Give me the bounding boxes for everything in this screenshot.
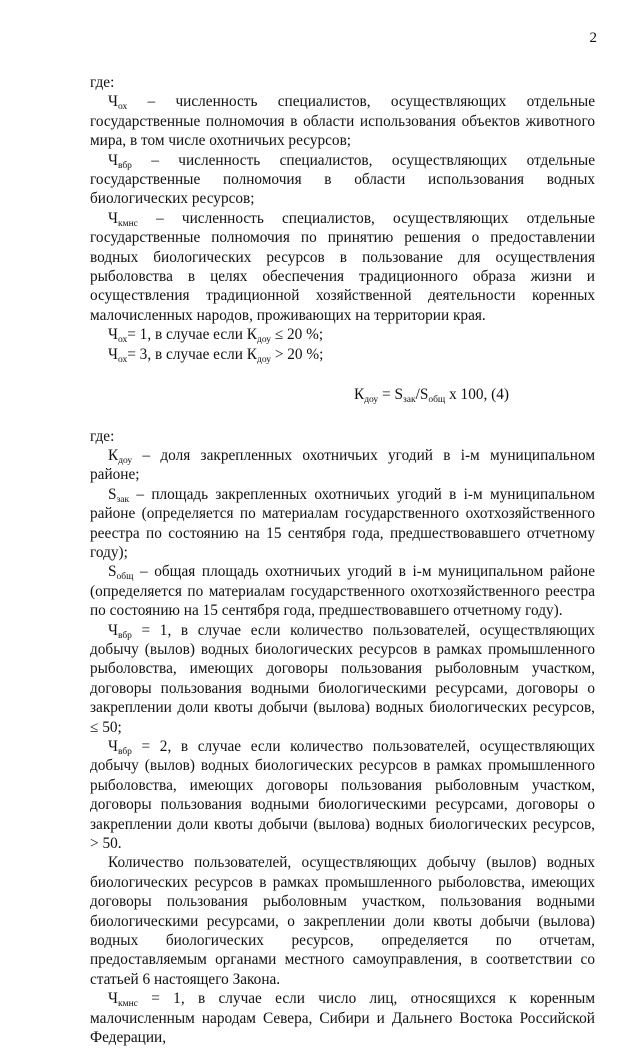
condition-ch-oh-2 <box>90 345 595 364</box>
where-label-1: где: <box>90 74 115 91</box>
formula-tail: x 100, (4) <box>449 386 509 404</box>
subscript: доу <box>257 354 271 365</box>
subscript: вбр <box>117 630 132 641</box>
condition-text: = 2, в случае если количество пользователей, осуществляющих добычу (вылов) водных биологических ресурсов в рамках промышленного рыболовства, имеющих договоры пользования рыболовным участком, договоры пользования водными биологическими ресурсами, договоры о закреплении доли квоты добычи (вылова) водных биологических ресурсов, > 50. <box>90 738 595 853</box>
subscript: вбр <box>117 747 132 757</box>
subscript: ох <box>117 354 128 365</box>
def-s-obsch <box>90 562 595 620</box>
condition-end: > 20 %; <box>274 345 324 363</box>
definition-text: – площадь закрепленных охотничьих угодий в i-м муниципальном районе (определяется по материалам государственного охотхозяйственного реестра по состоянию на 15 сентября года, предшествовавшего отчетному году); <box>90 485 595 561</box>
subscript: доу <box>118 455 133 466</box>
def-s-zak <box>90 485 595 563</box>
definition-text: – общая площадь охотничьих угодий в i-м муниципальном районе (определяется по материалам государственного охотхозяйственного реестра по состоянию на 15 сентября года, предшествовавшего отчетному году). <box>90 563 595 620</box>
symbol: S <box>108 485 117 503</box>
condition-ch-kmns <box>90 989 595 1047</box>
formula-k: К <box>354 386 365 404</box>
condition-end: ≤ 20 %; <box>274 326 324 344</box>
condition-text: = 1, в случае если К <box>127 326 257 344</box>
symbol: Ч <box>108 151 118 169</box>
where-label-2: где: <box>90 427 115 445</box>
subscript: доу <box>257 335 271 346</box>
symbol: Ч <box>108 738 118 755</box>
condition-ch-vbr-1 <box>90 621 595 737</box>
condition-ch-vbr-2 <box>90 737 595 853</box>
condition-ch-oh-1 <box>90 325 595 344</box>
symbol: S <box>108 563 117 581</box>
subscript: зак <box>402 395 416 406</box>
subscript: ох <box>117 335 128 346</box>
def-ch-kmns <box>90 209 595 325</box>
formula-eq: = S <box>382 386 403 404</box>
subscript: ох <box>117 102 128 113</box>
condition-text: = 1, в случае если число лиц, относящихся к коренным малочисленным народам Севера, Сибири и Дальнего Востока Российской Федерации, <box>90 990 595 1047</box>
symbol: Ч <box>108 209 118 227</box>
symbol: Ч <box>108 326 118 344</box>
subscript: зак <box>116 494 130 505</box>
definition-text: – численность специалистов, осуществляющих отдельные государственные полномочия по принятию решения о предоставлении водных биологических ресурсов в пользование для осуществления рыболовства в целях обеспечения традиционного образа жизни и осуществления традиционной хозяйственной деятельности коренных малочисленных народов, проживающих на территории края. <box>90 209 596 324</box>
subscript: доу <box>364 395 379 406</box>
subscript: кмнс <box>117 999 138 1010</box>
definition-text: – численность специалистов, осуществляющих отдельные государственные полномочия в области использования водных биологических ресурсов; <box>90 151 595 208</box>
symbol: К <box>108 446 119 464</box>
formula-slash: /S <box>415 386 429 404</box>
symbol: Ч <box>108 345 118 363</box>
formula-4 <box>354 385 595 404</box>
users-count-paragraph: Количество пользователей, осуществляющих добычу (вылов) водных биологических ресурсов в рамках промышленного рыболовства, имеющих договоры пользования рыболовным участком, пользования водными биологическими ресурсами, о закреплении доли квоты добычи (вылова) водных биологических ресурсов, определяется по отчетам, предоставляемым органами местного самоуправления, в соответствии со статьей 6 настоящего Закона. <box>90 854 595 988</box>
subscript: вбр <box>117 160 132 171</box>
condition-text: = 1, в случае если количество пользователей, осуществляющих добычу (вылов) водных биологических ресурсов в рамках промышленного рыболовства, имеющих договоры пользования рыболовным участком, договоры пользования водными биологическими ресурсами, договоры о закреплении доли квоты добычи (вылова) водных биологических ресурсов, ≤ 50; <box>90 621 595 736</box>
subscript: общ <box>116 572 134 583</box>
subscript: общ <box>428 395 446 406</box>
symbol: Ч <box>108 93 118 111</box>
symbol: Ч <box>108 621 118 639</box>
document-body <box>90 73 595 1048</box>
def-k-dou <box>90 446 595 485</box>
def-ch-vbr <box>90 151 595 209</box>
definition-text: – доля закрепленных охотничьих угодий в i-м муниципальном районе; <box>90 446 596 484</box>
symbol: Ч <box>108 990 118 1008</box>
page-number: 2 <box>589 30 597 46</box>
subscript: кмнс <box>117 218 138 229</box>
def-ch-oh <box>90 92 595 150</box>
condition-text: = 3, в случае если К <box>127 345 257 363</box>
definition-text: – численность специалистов, осуществляющих отдельные государственные полномочия в области использования объектов животного мира, в том числе охотничьих ресурсов; <box>90 93 595 150</box>
